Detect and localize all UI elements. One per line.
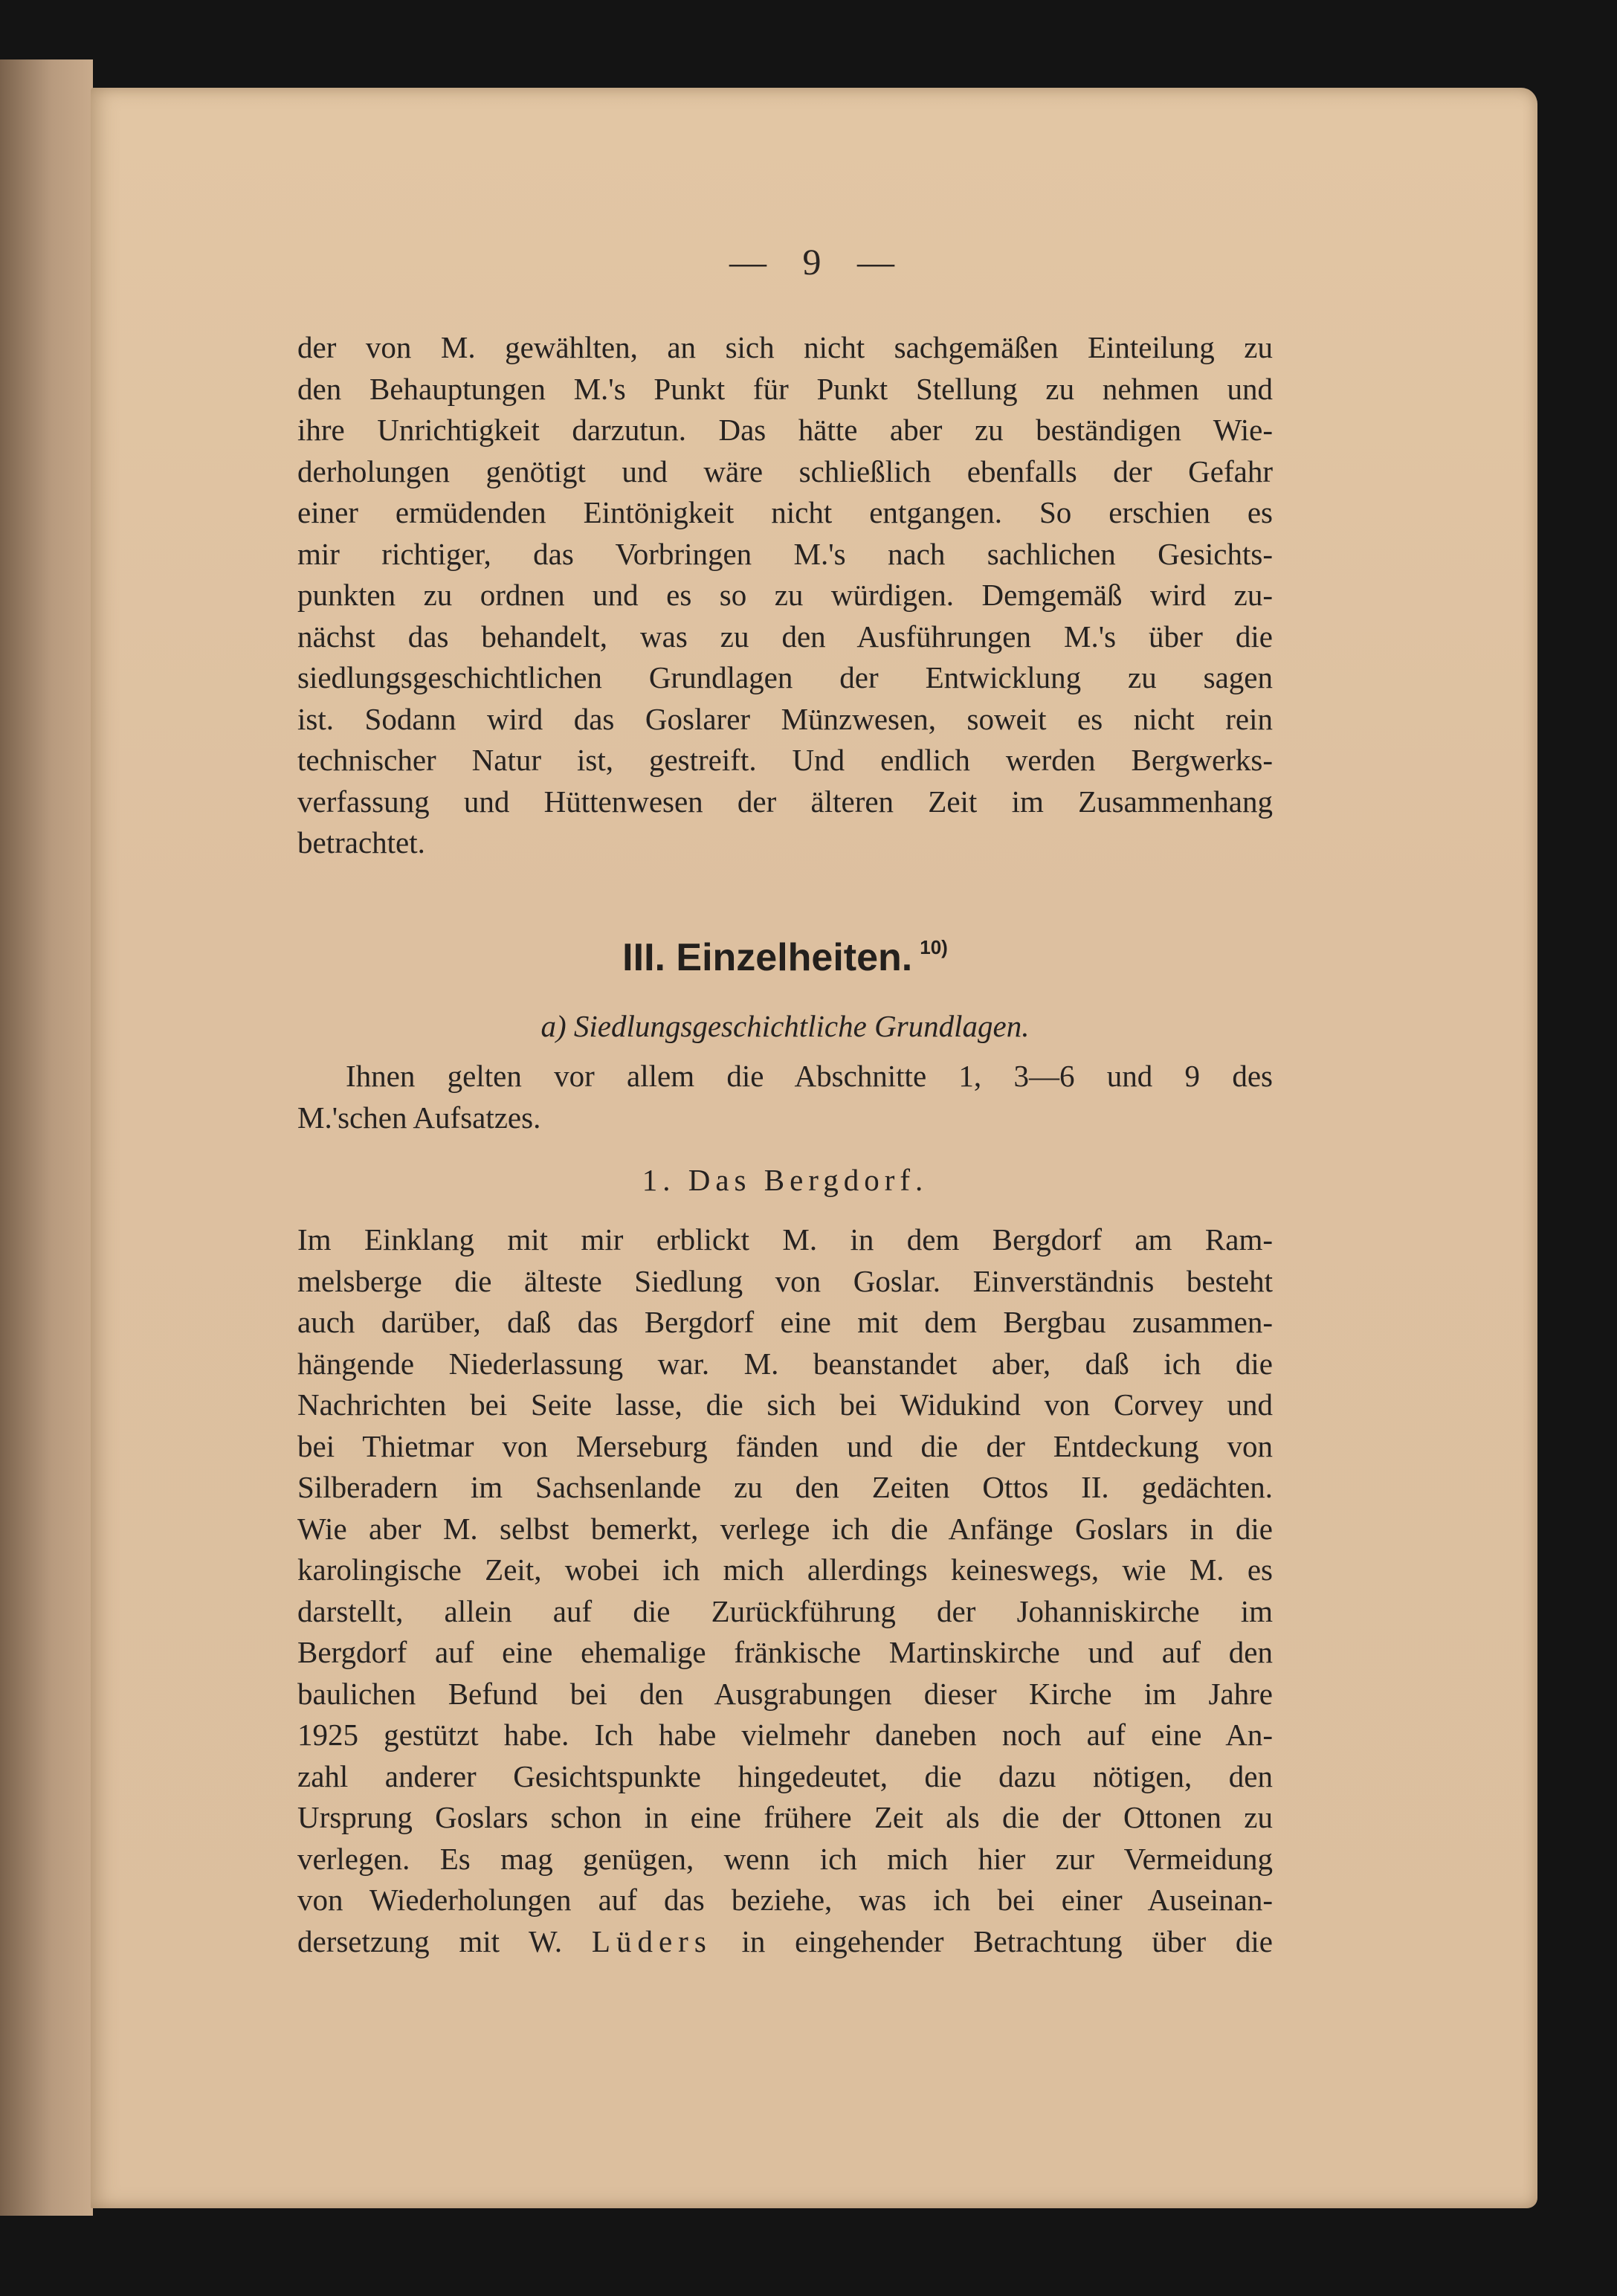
text-line: Im Einklang mit mir erblickt M. in dem Bergdorf am Ram- — [297, 1222, 1273, 1257]
text-line: melsberge die älteste Siedlung von Goslar. Einverständnis besteht — [297, 1263, 1273, 1298]
text-line: verlegen. Es mag genügen, wenn ich mich hier zur Vermeidung — [297, 1841, 1273, 1876]
text-line: verfassung und Hüttenwesen der älteren Zeit im Zusammenhang — [297, 784, 1273, 819]
body-paragraph — [297, 1219, 1273, 1962]
text-column — [297, 0, 1273, 2296]
text-line: ist. Sodann wird das Goslarer Münzwesen, soweit es nicht rein — [297, 701, 1273, 736]
text-line: baulichen Befund bei den Ausgrabungen dieser Kirche im Jahre — [297, 1676, 1273, 1711]
lead-paragraph — [297, 1056, 1273, 1138]
previous-page-edge — [0, 59, 93, 2216]
subsection-title: 1. Das Bergdorf. — [642, 1163, 929, 1197]
text-line: 1925 gestützt habe. Ich habe vielmehr daneben noch auf eine An- — [297, 1718, 1273, 1752]
section-heading — [297, 935, 1273, 980]
text-line: einer ermüdenden Eintönigkeit nicht entgangen. So erschien es — [297, 495, 1273, 529]
text-line: Ihnen gelten vor allem die Abschnitte 1, 3—6 und 9 des — [346, 1059, 1273, 1093]
text-line: zahl anderer Gesichtspunkte hingedeutet, die dazu nötigen, den — [297, 1758, 1273, 1793]
text-line: darstellt, allein auf die Zurückführung der Johanniskirche im — [297, 1593, 1273, 1628]
text-line — [297, 1921, 1273, 1963]
text-line: bei Thietmar von Merseburg fänden und die der Entdeckung von — [297, 1428, 1273, 1463]
text-line: karolingische Zeit, wobei ich mich allerdings keineswegs, wie M. es — [297, 1552, 1273, 1587]
text-line: Bergdorf auf eine ehemalige fränkische Martinskirche und auf den — [297, 1635, 1273, 1669]
text-line: auch darüber, daß das Bergdorf eine mit dem Bergbau zusammen- — [297, 1305, 1273, 1339]
text-line: betrachtet. — [297, 825, 425, 860]
text-line: Wie aber M. selbst bemerkt, verlege ich die Anfänge Goslars in die — [297, 1511, 1273, 1546]
text-segment: in eingehender Betrachtung über die — [741, 1923, 1273, 1958]
text-line: Silberadern im Sachsenlande zu den Zeiten Ottos II. gedächten. — [297, 1470, 1273, 1504]
text-line: M.'schen Aufsatzes. — [297, 1100, 541, 1135]
text-line: hängende Niederlassung war. M. beanstandet aber, daß ich die — [297, 1346, 1273, 1381]
text-line: mir richtiger, das Vorbringen M.'s nach sachlichen Gesichts- — [297, 536, 1273, 571]
author-name: Lüders — [591, 1923, 712, 1958]
text-line: siedlungsgeschichtlichen Grundlagen der Entwicklung zu sagen — [297, 660, 1273, 694]
text-line: ihre Unrichtigkeit darzutun. Das hätte aber zu beständigen Wie- — [297, 413, 1273, 447]
text-line: Ursprung Goslars schon in eine frühere Zeit als die der Ottonen zu — [297, 1800, 1273, 1834]
text-line: Nachrichten bei Seite lasse, die sich bei Widukind von Corvey und — [297, 1387, 1273, 1422]
text-segment: dersetzung mit W. — [297, 1923, 563, 1958]
text-line: derholungen genötigt und wäre schließlich ebenfalls der Gefahr — [297, 454, 1273, 488]
text-line: nächst das behandelt, was zu den Ausführungen M.'s über die — [297, 619, 1273, 654]
text-line: technischer Natur ist, gestreift. Und endlich werden Bergwerks- — [297, 743, 1273, 777]
text-line: der von M. gewählten, an sich nicht sachgemäßen Einteilung zu — [297, 330, 1273, 364]
footnote-reference: 10) — [920, 936, 948, 958]
intro-paragraph — [297, 327, 1273, 864]
text-line: punkten zu ordnen und es so zu würdigen. Demgemäß wird zu- — [297, 578, 1273, 612]
text-line: von Wiederholungen auf das beziehe, was ich bei einer Auseinan- — [297, 1883, 1273, 1917]
section-subtitle: a) Siedlungsgeschichtliche Grundlagen. — [540, 1009, 1030, 1043]
section-title: III. Einzelheiten. — [622, 936, 913, 979]
text-line: den Behauptungen M.'s Punkt für Punkt Stellung zu nehmen und — [297, 371, 1273, 406]
page-number: — 9 — — [729, 241, 908, 283]
